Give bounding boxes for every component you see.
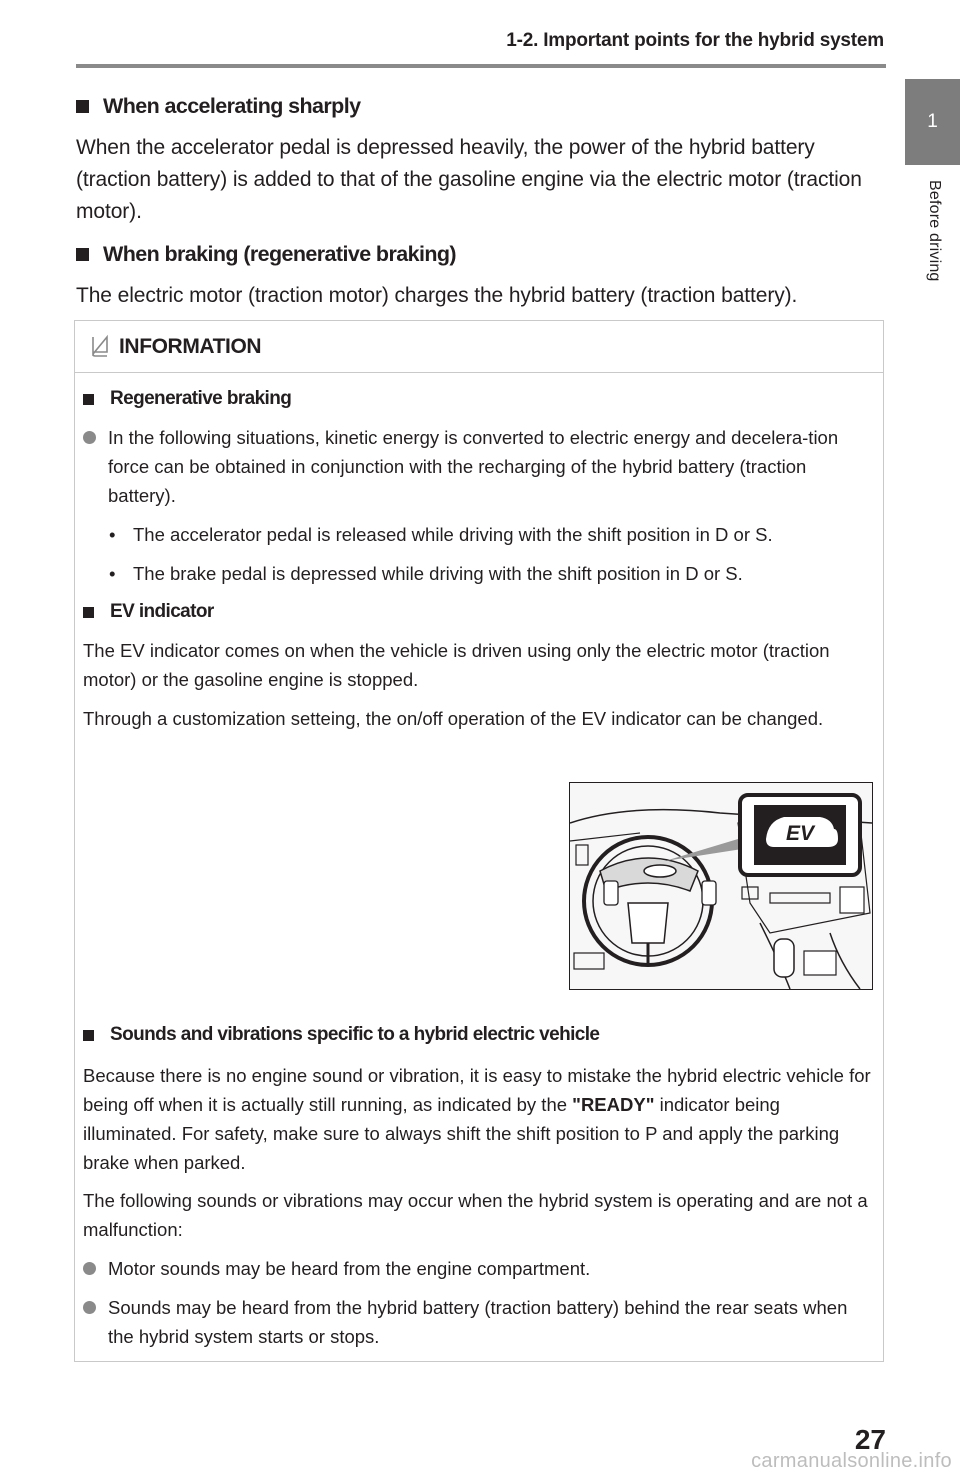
information-box	[74, 320, 884, 1362]
section-title: 1-2. Important points for the hybrid system	[506, 30, 884, 51]
information-body	[75, 373, 883, 733]
paragraph-accelerating: When the accelerator pedal is depressed heavily, the power of the hybrid battery (traction battery) is added to that of the gasoline engine via the electric motor (traction motor).	[76, 136, 862, 223]
heading-regenerative-braking: Regenerative braking	[83, 385, 871, 413]
chapter-tab[interactable]: 1	[905, 79, 960, 165]
ev-badge-text: EV	[785, 822, 815, 845]
round-bullet-icon	[83, 1301, 96, 1314]
header-rule	[76, 64, 886, 68]
dashboard-illustration	[570, 783, 872, 989]
list-item: Motor sounds may be heard from the engine compartment.	[83, 1254, 871, 1283]
round-bullet-icon	[83, 431, 96, 444]
chapter-label: Before driving	[926, 180, 943, 282]
heading-accelerating: When accelerating sharply	[76, 90, 886, 122]
information-title: INFORMATION	[119, 334, 262, 358]
book-icon	[89, 334, 111, 360]
information-header	[75, 321, 883, 373]
dot-bullet-icon: •	[109, 563, 116, 584]
list-item: • The accelerator pedal is released while driving with the shift position in D or S.	[83, 520, 871, 549]
square-bullet-icon	[83, 394, 94, 405]
round-bullet-icon	[83, 1262, 96, 1275]
ready-indicator-text: "READY"	[572, 1094, 655, 1115]
paragraph-ev-1: The EV indicator comes on when the vehicle is driven using only the electric motor (traction motor) or the gasoline engine is stopped.	[83, 640, 830, 690]
dot-bullet-icon: •	[109, 524, 116, 545]
heading-braking: When braking (regenerative braking)	[76, 238, 886, 270]
list-item: Sounds may be heard from the hybrid battery (traction battery) behind the rear seats when the hybrid system starts or stops.	[83, 1293, 871, 1351]
paragraph-braking: The electric motor (traction motor) charges the hybrid battery (traction battery).	[76, 284, 798, 307]
heading-sounds-vibrations: Sounds and vibrations specific to a hybrid electric vehicle	[83, 1021, 871, 1049]
square-bullet-icon	[83, 1030, 94, 1041]
paragraph-ev-2: Through a customization setteing, the on/off operation of the EV indicator can be changed.	[83, 708, 824, 729]
main-content	[76, 88, 886, 312]
square-bullet-icon	[76, 100, 89, 113]
square-bullet-icon	[83, 607, 94, 618]
square-bullet-icon	[76, 248, 89, 261]
list-item: • The brake pedal is depressed while driving with the shift position in D or S.	[83, 559, 871, 588]
page-number: 27	[854, 1424, 886, 1455]
watermark: carmanualsonline.info	[751, 1450, 952, 1472]
paragraph-sounds-2: The following sounds or vibrations may occur when the hybrid system is operating and are not a malfunction:	[83, 1190, 868, 1240]
paragraph-sounds-1: Because there is no engine sound or vibration, it is easy to mistake the hybrid electric vehicle for being off when it is actually still running, as indicated by the "READY" indicator being illuminated. For safety, make sure to always shift the shift position to P and apply the parking brake when parked.	[83, 1065, 871, 1173]
heading-ev-indicator: EV indicator	[83, 598, 871, 626]
sounds-section	[83, 1021, 871, 1351]
ev-indicator-illustration	[569, 782, 873, 990]
list-item: In the following situations, kinetic energy is converted to electric energy and decelera-tion force can be obtained in conjunction with the recharging of the hybrid battery (traction battery).	[83, 423, 871, 510]
